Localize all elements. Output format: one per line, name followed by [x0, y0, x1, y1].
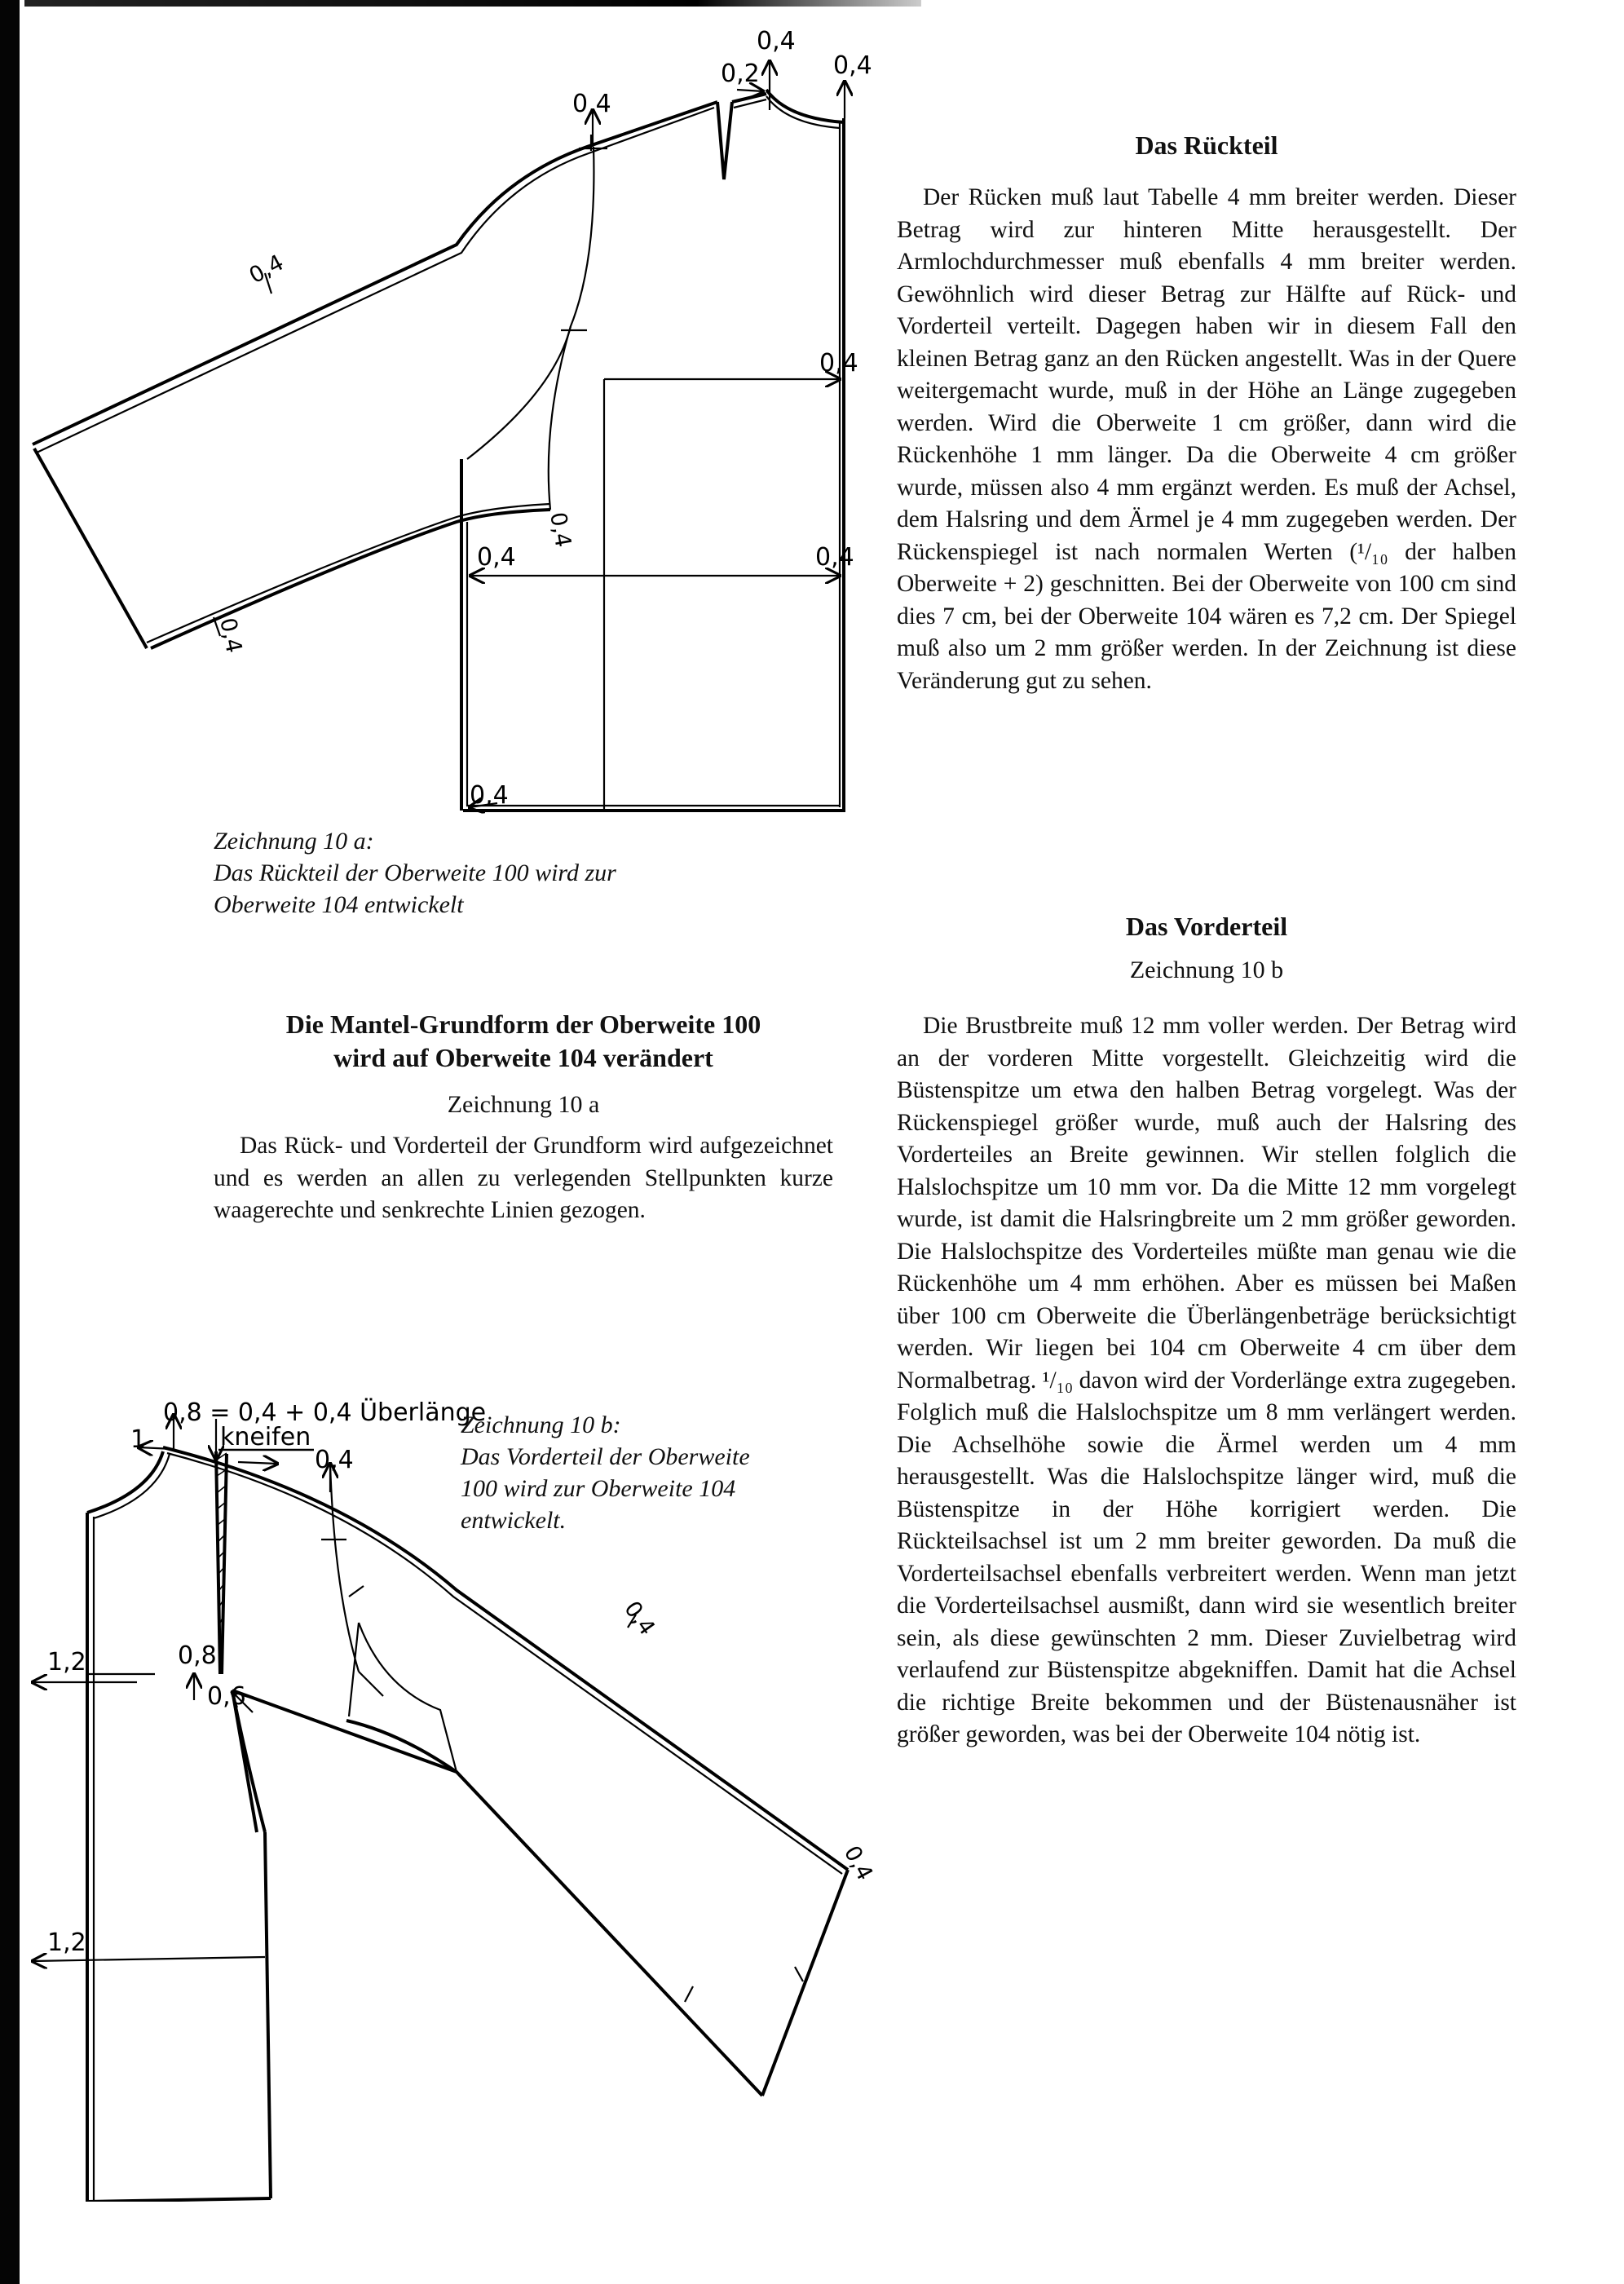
- caption-10b-title: Zeichnung 10 b:: [461, 1411, 621, 1438]
- caption-drawing-10a: [214, 825, 616, 921]
- subheading-zeichnung-10a: Zeichnung 10 a: [447, 1091, 600, 1118]
- caption-10a-line1: Das Rückteil der Oberweite 100 wird zur: [214, 859, 616, 886]
- label-bust-point: 0,6: [207, 1682, 246, 1711]
- section-vorderteil: [897, 912, 1516, 1752]
- caption-10b-line2: 100 wird zur Oberweite 104: [461, 1475, 736, 1502]
- label-waist-left: 0,4: [477, 543, 516, 572]
- label-kneifen: kneifen: [220, 1423, 311, 1451]
- heading-rueckteil: Das Rückteil: [1135, 130, 1278, 160]
- label-sleeve-top: 0,4: [245, 250, 289, 289]
- section-mantel-grundform: [214, 1009, 833, 1227]
- caption-drawing-10b: [461, 1409, 750, 1536]
- paragraph-vorderteil: Die Brustbreite muß 12 mm voller werden. Der Betrag wird an der vorderen Mitte vorgestellt. Gleichzeitig wird die Büstenspitze um etwa den halben Betrag vorgelegt. Was der Rückenspiegel größer wurde, muß auch der Halsring des Vorderteiles an Breite gewinnen. Wir stellen folglich die Halslochspitze um 10 mm vor. Da die Mitte 12 mm vorgelegt wurde, ist damit die Halsringbreite um 2 mm größer geworden. Die Halslochspitze des Vorderteiles müßte man genau wie die Rückenhöhe um 4 mm erhöhen. Aber es müssen bei Maßen über 100 cm Oberweite die Überlängenbeträge berücksichtigt werden. Wir liegen bei 104 cm Oberweite 4 cm über dem Normalbetrag. ¹/₁₀ davon wird der Vorderlänge extra zugegeben. Folglich muß die Halslochspitze um 8 mm verlängert werden. Die Achselhöhe sowie die Ärmel werden um 4 mm herausgestellt. Was die Halslochspitze länger wird, muß die Büstenspitze in der Höhe korrigiert werden. Die Rückteilsachsel ist um 2 mm breiter geworden. Da muß die Vorderteilsachsel ebenfalls verbreitert werden. Wenn man jetzt die Vorderteilsachsel ausmißt, dann wird sie wesentlich breiter sein, als diese gewünschten 2 mm. Dieser Zuvielbetrag wird verlaufend zur Büstenspitze abgekniffen. Damit hat die Achsel die richtige Breite bekommen und der Büstenausnäher ist größer geworden, was bei der Oberweite 104 nötig ist.: [897, 1013, 1516, 1747]
- label-waist-left-10b: 1,2: [47, 1928, 86, 1957]
- heading-mantel-line2: wird auf Oberweite 104 verändert: [333, 1043, 713, 1072]
- caption-10b-line3: entwickelt.: [461, 1507, 567, 1534]
- label-neck-top: 0,4: [757, 27, 796, 55]
- label-armhole-bottom: 0,4: [545, 510, 576, 550]
- label-hem-left: 0,4: [470, 781, 509, 810]
- label-chest-right: 0,4: [819, 349, 858, 378]
- label-shoulder-dart: 0,2: [721, 60, 760, 88]
- label-bust-dart: 0,8: [178, 1641, 217, 1670]
- drawing-10b-front-piece: [0, 1386, 897, 2202]
- label-shoulder-left: 0,4: [572, 90, 611, 118]
- heading-vorderteil: Das Vorderteil: [1125, 912, 1288, 941]
- caption-10b-line1: Das Vorderteil der Oberweite: [461, 1443, 750, 1470]
- label-bust-left: 1,2: [47, 1648, 86, 1677]
- label-center-top: 0,4: [833, 51, 872, 80]
- label-top-formula: 0,8 = 0,4 + 0,4 Überlänge: [163, 1398, 487, 1427]
- label-sleeve-top-10b: 0,4: [619, 1597, 660, 1641]
- caption-10a-line2: Oberweite 104 entwickelt: [214, 891, 464, 918]
- label-neck-left: 1: [130, 1425, 147, 1454]
- label-sleeve-bottom: 0,4: [214, 616, 247, 656]
- label-waist-right: 0,4: [815, 543, 854, 572]
- pattern-diagram-front: [0, 1386, 897, 2202]
- section-rueckteil: [897, 130, 1516, 697]
- paragraph-rueckteil: Der Rücken muß laut Tabelle 4 mm breiter werden. Dieser Betrag wird zur hinteren Mitte herausgestellt. Der Armlochdurchmesser muß ebenfalls 4 mm breiter werden. Gewöhnlich wird dieser Betrag zur Hälfte auf Rück- und Vorderteil verteilt. Dagegen haben wir in diesem Fall den kleinen Betrag ganz an den Rücken angestellt. Was in der Quere weitergemacht wurde, muß in der Höhe an Länge zugegeben werden. Wird die Oberweite 1 cm größer, dann wird die Rückenhöhe 1 mm länger. Da die Oberweite 4 cm größer wurde, müssen also 4 mm ergänzt werden. Es muß der Achsel, dem Halsring und dem Ärmel je 4 mm zugegeben werden. Der Rückenspiegel ist nach normalen Werten (¹/₁₀ der halben Oberweite + 2) geschnitten. Bei der Oberweite von 100 cm sind dies 7 cm, bei der Oberweite 104 wären es 7,2 cm. Der Spiegel muß also um 2 mm größer werden. In der Zeichnung ist diese Veränderung gut zu sehen.: [897, 184, 1516, 694]
- label-sleeve-end: 0,4: [838, 1841, 878, 1885]
- subheading-zeichnung-10b: Zeichnung 10 b: [1129, 956, 1284, 983]
- heading-mantel-line1: Die Mantel-Grundform der Oberweite 100: [285, 1009, 761, 1039]
- caption-10a-title: Zeichnung 10 a:: [214, 828, 374, 855]
- paragraph-grundform: Das Rück- und Vorderteil der Grundform wird aufgezeichnet und es werden an allen zu verlegenden Stellpunkten kurze waagerechte und senkrechte Linien gezogen.: [214, 1133, 833, 1223]
- label-shoulder: 0,4: [315, 1446, 354, 1474]
